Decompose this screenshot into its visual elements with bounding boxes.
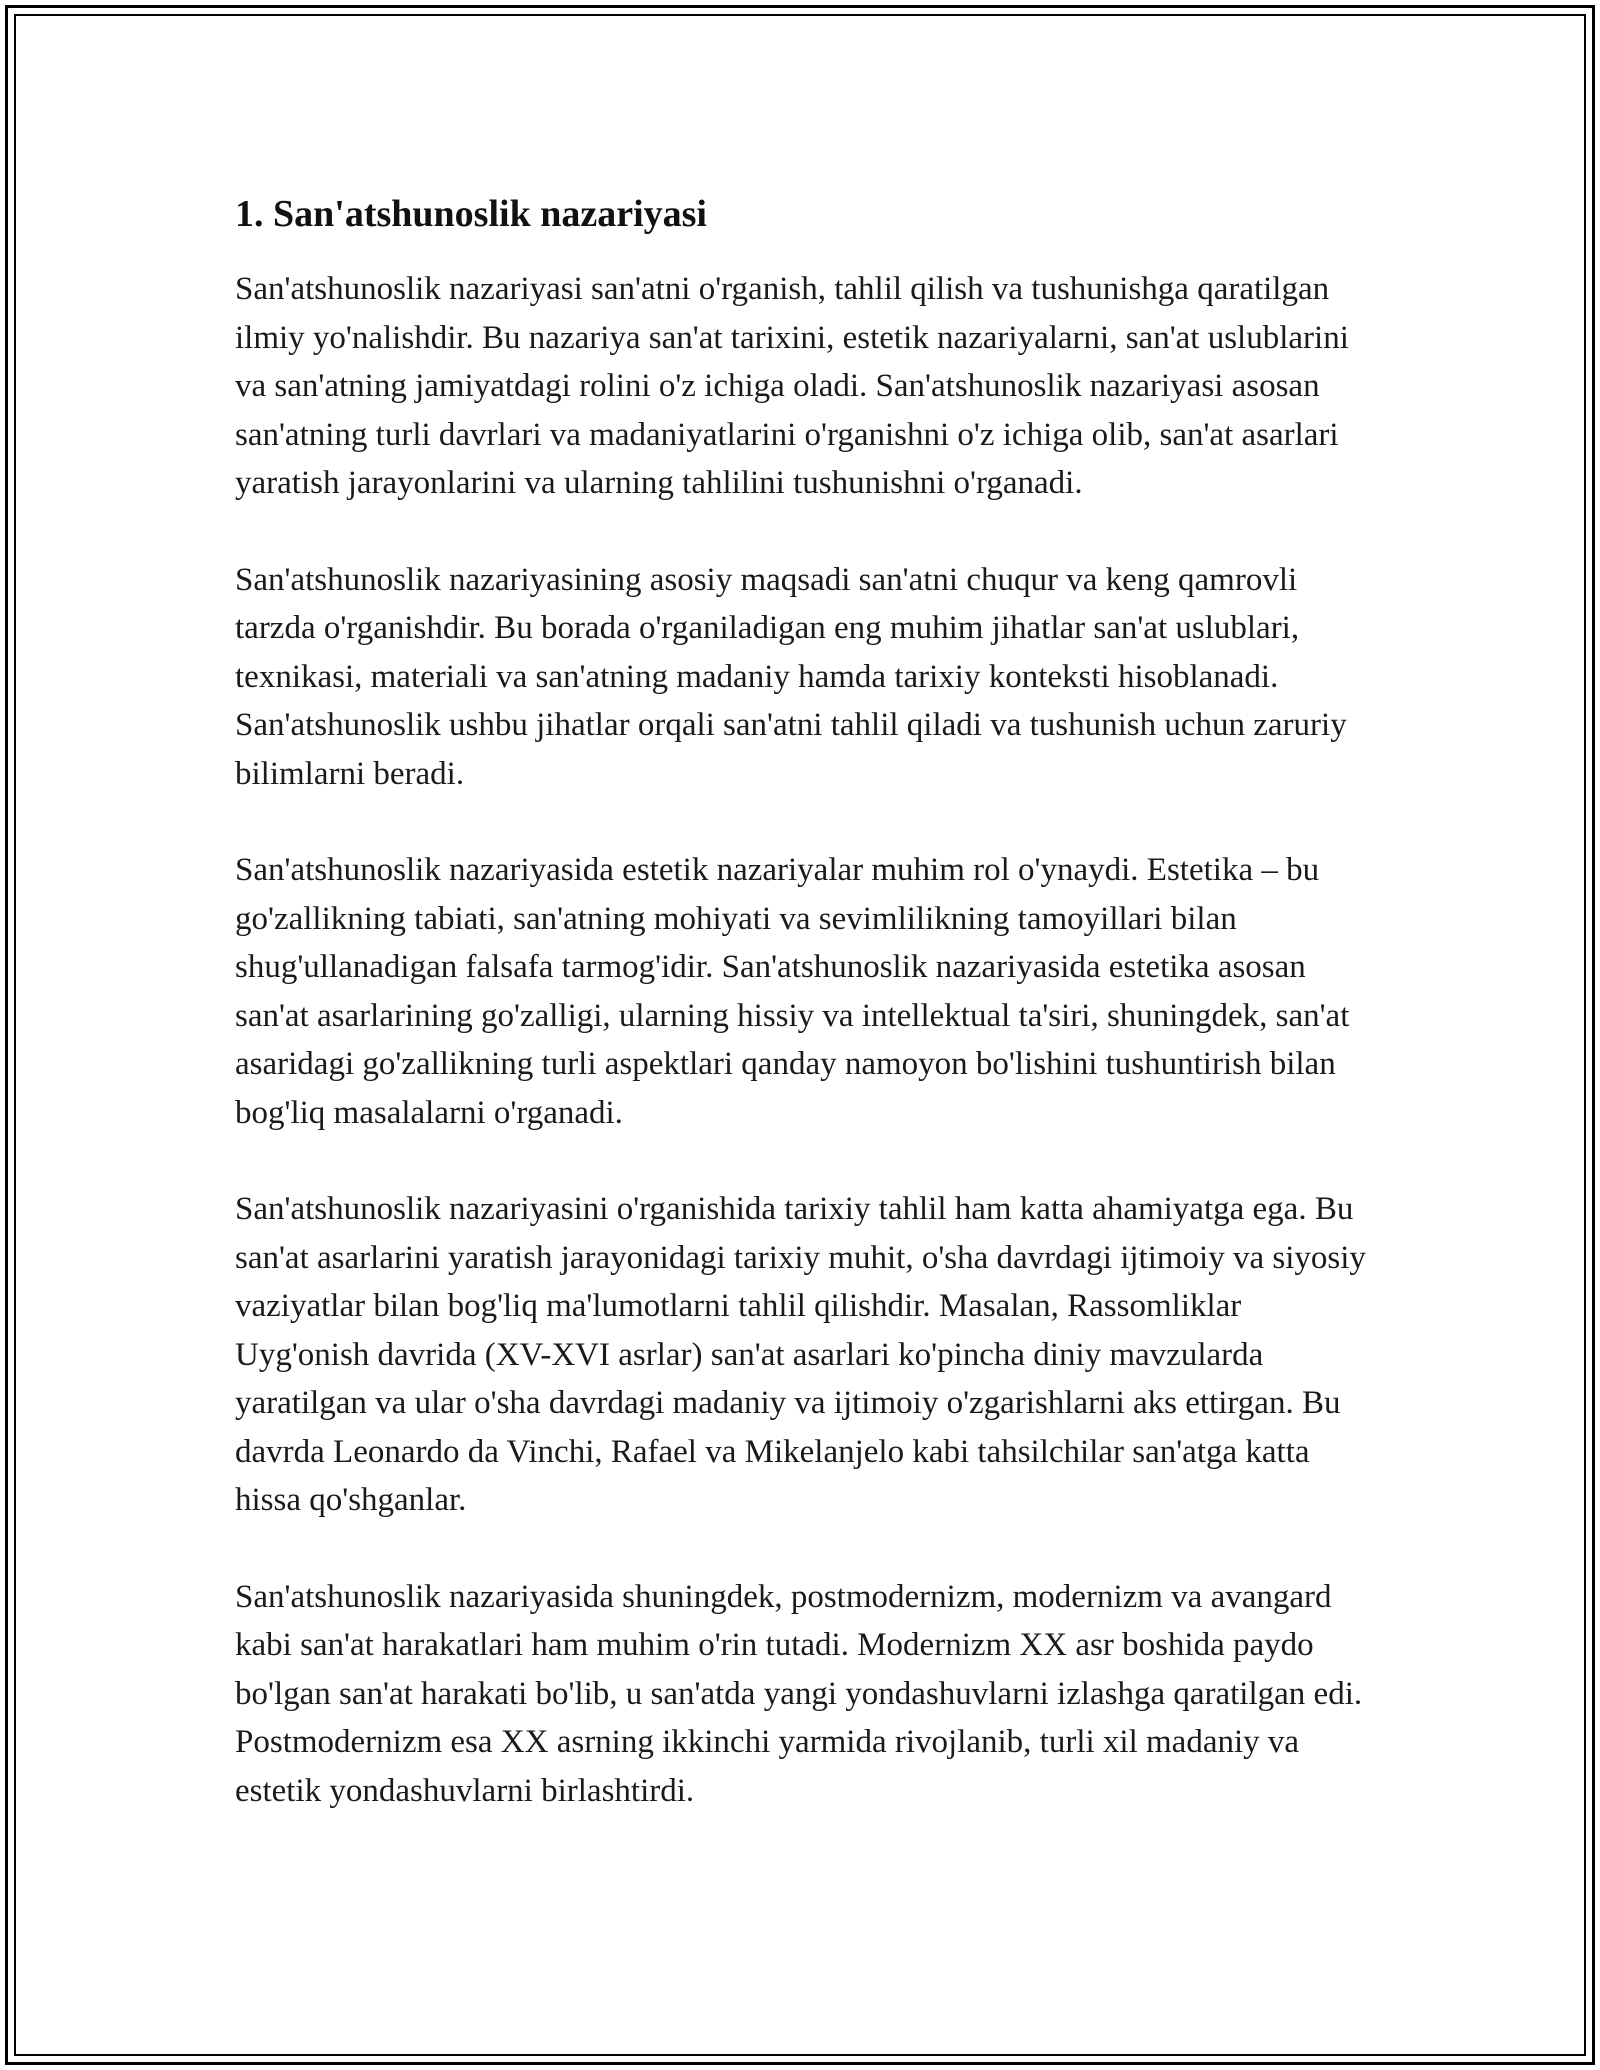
paragraph-1: San'atshunoslik nazariyasi san'atni o'rganish, tahlil qilish va tushunishga qaratilgan ilmiy yo'nalishdir. Bu nazariya san'at tarixini, estetik nazariyalarni, san'at uslublarini va san'atning jamiyatdagi rolini o'z ichiga oladi. San'atshunoslik nazariyasi asosan san'atning turli davrlari va madaniyatlarini o'rganishni o'z ichiga olib, san'at asarlari yaratish jarayonlarini va ularning tahlilini tushunishni o'rganadi. [235,271,1349,501]
paragraph-4: San'atshunoslik nazariyasini o'rganishida tarixiy tahlil ham katta ahamiyatga ega. Bu san'at asarlarini yaratish jarayonidagi tarixiy muhit, o'sha davrdagi ijtimoiy va siyosiy vaziyatlar bilan bog'liq ma'lumotlarni tahlil qilishdir. Masalan, Rassomliklar Uyg'onish davrida (XV-XVI asrlar) san'at asarlari ko'pincha diniy mavzularda yaratilgan va ular o'sha davrdagi madaniy va ijtimoiy o'zgarishlarni aks ettirgan. Bu davrda Leonardo da Vinchi, Rafael va Mikelanjelo kabi tahsilchilar san'atga katta hissa qo'shganlar. [235,1191,1366,1518]
paragraph-2: San'atshunoslik nazariyasining asosiy maqsadi san'atni chuqur va keng qamrovli tarzda o'rganishdir. Bu borada o'rganiladigan eng muhim jihatlar san'at uslublari, texnikasi, materiali va san'atning madaniy hamda tarixiy konteksti hisoblanadi. San'atshunoslik ushbu jihatlar orqali san'atni tahlil qiladi va tushunish uchun zaruriy bilimlarni beradi. [235,561,1347,792]
paragraph-3: San'atshunoslik nazariyasida estetik nazariyalar muhim rol o'ynaydi. Estetika – bu go'zallikning tabiati, san'atning mohiyati va sevimlilikning tamoyillari bilan shug'ullanadigan falsafa tarmog'idir. San'atshunoslik nazariyasida estetika asosan san'at asarlarining go'zalligi, ularning hissiy va intellektual ta'siri, shuningdek, san'at asaridagi go'zallikning turli aspektlari qanday namoyon bo'lishini tushuntirish bilan bog'liq masalalarni o'rganadi. [235,852,1350,1131]
document-body [235,185,1375,1863]
section-title: 1. San'atshunoslik nazariyasi [235,193,707,235]
paragraph-5: San'atshunoslik nazariyasida shuningdek, postmodernizm, modernizm va avangard kabi san'at harakatlari ham muhim o'rin tutadi. Modernizm XX asr boshida paydo bo'lgan san'at harakati bo'lib, u san'atda yangi yondashuvlarni izlashga qaratilgan edi. Postmodernizm esa XX asrning ikkinchi yarmida rivojlanib, turli xil madaniy va estetik yondashuvlarni birlashtirdi. [235,1578,1363,1809]
